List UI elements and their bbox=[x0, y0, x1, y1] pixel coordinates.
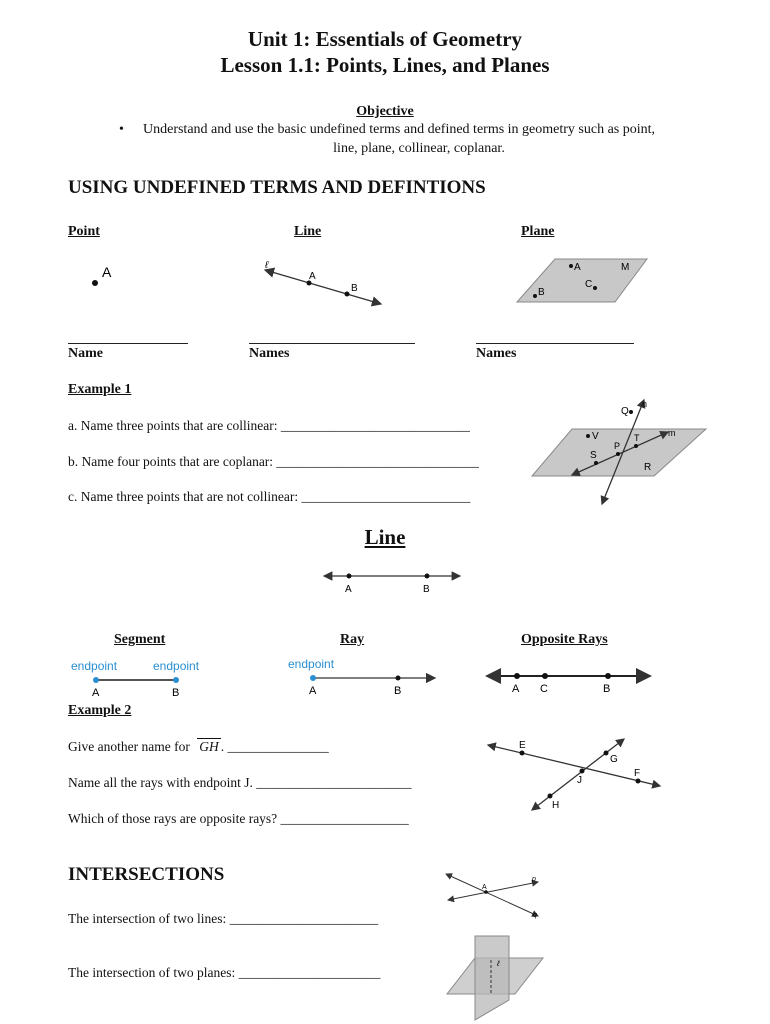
example2-q1-prefix: Give another name for bbox=[68, 739, 190, 754]
plane-b-label: B bbox=[538, 287, 545, 298]
objective-line-1: Understand and use the basic undefined terms and defined terms in geometry such as point, bbox=[143, 122, 656, 137]
ray-gh-symbol: GH bbox=[199, 739, 219, 754]
names-label-line: Names bbox=[249, 346, 290, 361]
opposite-a-label: A bbox=[512, 683, 520, 695]
line-b-label: B bbox=[351, 283, 358, 294]
line-ef bbox=[488, 745, 660, 786]
line-a-label: A bbox=[309, 271, 316, 282]
ex1-r-label: R bbox=[644, 462, 652, 473]
ray-endpoint-label: endpoint bbox=[288, 657, 335, 671]
ex1-p-label: P bbox=[614, 441, 621, 451]
plane-figure bbox=[515, 256, 655, 306]
intersections-question-lines: The intersection of two lines: ______________________ bbox=[68, 911, 379, 926]
section-heading-undefined-terms: USING UNDEFINED TERMS AND DEFINTIONS bbox=[68, 177, 486, 198]
line-figure bbox=[255, 256, 395, 312]
example1-heading: Example 1 bbox=[68, 382, 132, 397]
line-l-label: ℓ bbox=[265, 260, 269, 271]
int-p-label: p bbox=[532, 876, 536, 883]
point-a-dot bbox=[92, 280, 98, 286]
name-label: Name bbox=[68, 346, 103, 361]
plane-m-label: M bbox=[621, 262, 630, 273]
opposite-c-label: C bbox=[540, 683, 548, 695]
example2-figure bbox=[482, 736, 666, 814]
example2-question-2: Name all the rays with endpoint J. _______________________ bbox=[68, 775, 412, 790]
line-section-b-label: B bbox=[423, 584, 430, 595]
point-figure bbox=[80, 258, 130, 298]
unit-title: Unit 1: Essentials of Geometry bbox=[247, 27, 523, 51]
int-q-label: q bbox=[533, 912, 537, 919]
ex1-s-label: S bbox=[590, 450, 597, 461]
example2-heading: Example 2 bbox=[68, 703, 132, 718]
ex2-f-label: F bbox=[634, 768, 641, 779]
plane-names-blank[interactable] bbox=[476, 343, 634, 344]
lesson-title: Lesson 1.1: Points, Lines, and Planes bbox=[220, 53, 550, 77]
objective-heading: Objective bbox=[356, 104, 414, 119]
segment-b-label: B bbox=[172, 687, 180, 699]
example1-figure bbox=[530, 396, 710, 508]
intersections-heading: INTERSECTIONS bbox=[68, 864, 225, 885]
segment-endpoint-label-a: endpoint bbox=[71, 659, 118, 673]
ray-figure bbox=[285, 654, 440, 700]
int-l-label: ℓ bbox=[497, 959, 500, 968]
line-section-a-label: A bbox=[345, 584, 352, 595]
segment-a-label: A bbox=[92, 687, 100, 699]
ray-a-label: A bbox=[309, 685, 317, 697]
ex2-e-label: E bbox=[519, 740, 526, 751]
ray-b-label: B bbox=[394, 685, 402, 697]
line-section-heading: Line bbox=[364, 525, 406, 549]
opposite-rays-figure bbox=[484, 664, 654, 698]
example2-q1-suffix: . _______________ bbox=[220, 739, 329, 754]
point-a-label: A bbox=[102, 264, 112, 280]
two-planes-figure bbox=[445, 932, 545, 1022]
names-label-plane: Names bbox=[476, 346, 517, 361]
segment-endpoint-label-b: endpoint bbox=[153, 659, 200, 673]
plane-a-label: A bbox=[574, 262, 581, 273]
line-label: Line bbox=[294, 224, 322, 239]
segment-label: Segment bbox=[114, 632, 166, 647]
objective-line-2: line, plane, collinear, coplanar. bbox=[333, 141, 505, 156]
line-names-blank[interactable] bbox=[249, 343, 415, 344]
line-point-b bbox=[345, 292, 350, 297]
point-name-blank[interactable] bbox=[68, 343, 188, 344]
example2-question-3: Which of those rays are opposite rays? ___________________ bbox=[68, 811, 409, 826]
example2-question-1 bbox=[68, 739, 329, 755]
opposite-rays-label: Opposite Rays bbox=[521, 632, 608, 647]
ex1-v-label: V bbox=[592, 431, 599, 442]
example1-question-b: b. Name four points that are coplanar: ______________________________ bbox=[68, 454, 479, 469]
two-lines-figure bbox=[442, 868, 546, 920]
ex1-q-label: Q bbox=[621, 406, 629, 417]
point-label: Point bbox=[68, 224, 100, 239]
bullet-icon: • bbox=[119, 122, 124, 137]
ex1-m-label: m bbox=[668, 428, 676, 438]
segment-figure bbox=[68, 656, 208, 700]
int-a-label: A bbox=[482, 884, 487, 891]
ray-label: Ray bbox=[340, 632, 365, 647]
ex2-h-label: H bbox=[552, 800, 560, 811]
line-ab-figure bbox=[320, 568, 464, 596]
plane-c-label: C bbox=[585, 279, 593, 290]
ex1-t-label: T bbox=[634, 433, 640, 443]
example1-question-c: c. Name three points that are not collinear: _________________________ bbox=[68, 489, 471, 504]
line-l bbox=[265, 270, 381, 304]
ex2-g-label: G bbox=[610, 754, 618, 765]
ex2-j-label: J bbox=[577, 775, 582, 786]
ex1-n-label: n bbox=[642, 399, 648, 409]
intersections-question-planes: The intersection of two planes: _____________________ bbox=[68, 965, 381, 980]
plane-label: Plane bbox=[521, 224, 555, 239]
example1-question-a: a. Name three points that are collinear: ____________________________ bbox=[68, 418, 470, 433]
opposite-b-label: B bbox=[603, 683, 611, 695]
